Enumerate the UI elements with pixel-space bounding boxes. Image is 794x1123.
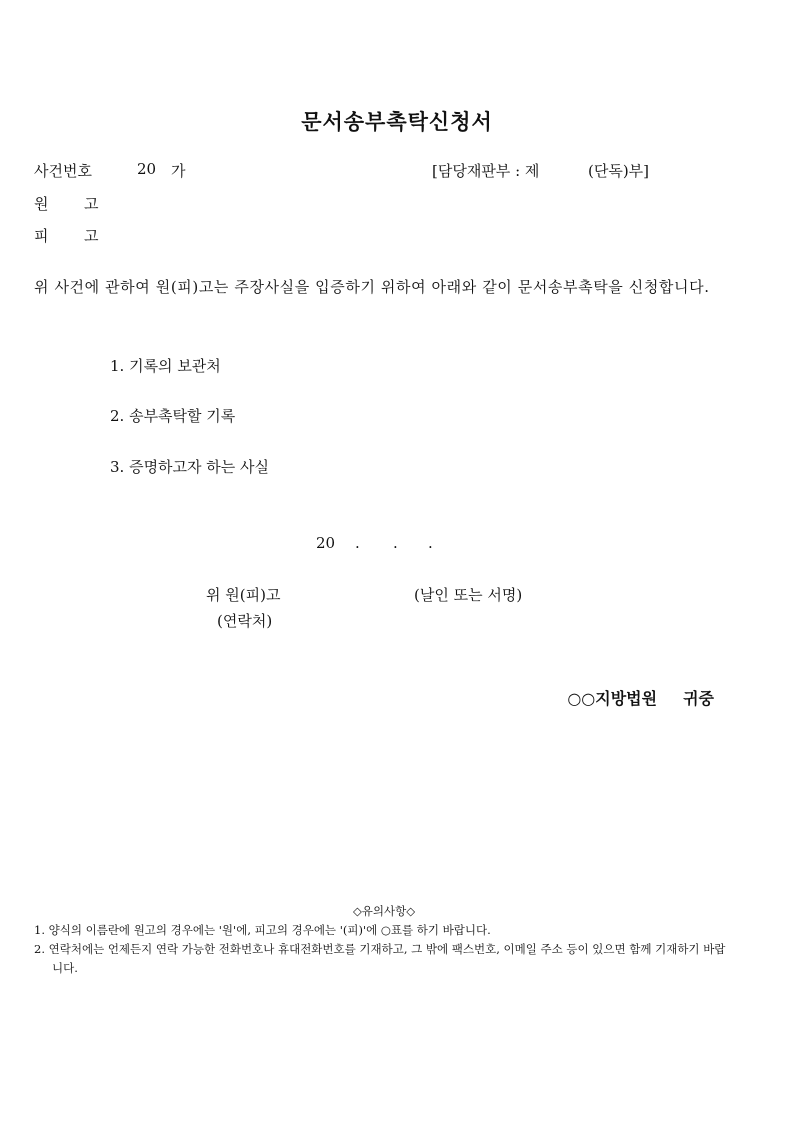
court-name: ○○지방법원 xyxy=(567,689,658,708)
date-dot-month: . xyxy=(355,534,360,552)
plaintiff-label-1: 원 xyxy=(34,195,49,213)
case-number-label: 사건번호 xyxy=(34,162,92,180)
note-item: 2. 연락처에는 언제든지 연락 가능한 전화번호나 휴대전화번호를 기재하고, 그 밖에 팩스번호, 이메일 주소 등이 있으면 함께 기재하기 바랍니다. xyxy=(34,942,726,975)
document-title: 문서송부촉탁신청서 xyxy=(301,109,493,134)
date-dot-end: . xyxy=(428,534,433,552)
division-label: [담당재판부 : 제 xyxy=(432,162,540,180)
notes-section xyxy=(34,902,734,978)
court-honorific: 귀중 xyxy=(683,689,714,708)
item-facts: 3. 증명하고자 하는 사실 xyxy=(110,458,270,476)
request-body: 위 사건에 관하여 원(피)고는 주장사실을 입증하기 위하여 아래와 같이 문서송부촉탁을 신청합니다. xyxy=(34,278,710,296)
plaintiff-label-2: 고 xyxy=(84,195,99,213)
court-addressee xyxy=(567,686,714,709)
division-suffix: (단독)부] xyxy=(588,162,650,180)
seal-or-signature: (날인 또는 서명) xyxy=(414,586,523,604)
defendant-label-2: 고 xyxy=(84,227,99,245)
note-item: 1. 양식의 이름란에 원고의 경우에는 '원'에, 피고의 경우에는 '(피)'에 ○표를 하기 바랍니다. xyxy=(34,923,491,937)
signer-label: 위 원(피)고 xyxy=(206,586,281,604)
item-storage-location: 1. 기록의 보관처 xyxy=(110,357,221,375)
date-dot-day: . xyxy=(393,534,398,552)
contact-label: (연락처) xyxy=(217,612,273,630)
defendant-label-1: 피 xyxy=(34,227,49,245)
notes-title: ◇유의사항◇ xyxy=(352,904,416,918)
case-year: 20 xyxy=(137,160,157,178)
case-type: 가 xyxy=(171,162,186,180)
item-records: 2. 송부촉탁할 기록 xyxy=(110,407,236,425)
date-year: 20 xyxy=(316,534,336,552)
